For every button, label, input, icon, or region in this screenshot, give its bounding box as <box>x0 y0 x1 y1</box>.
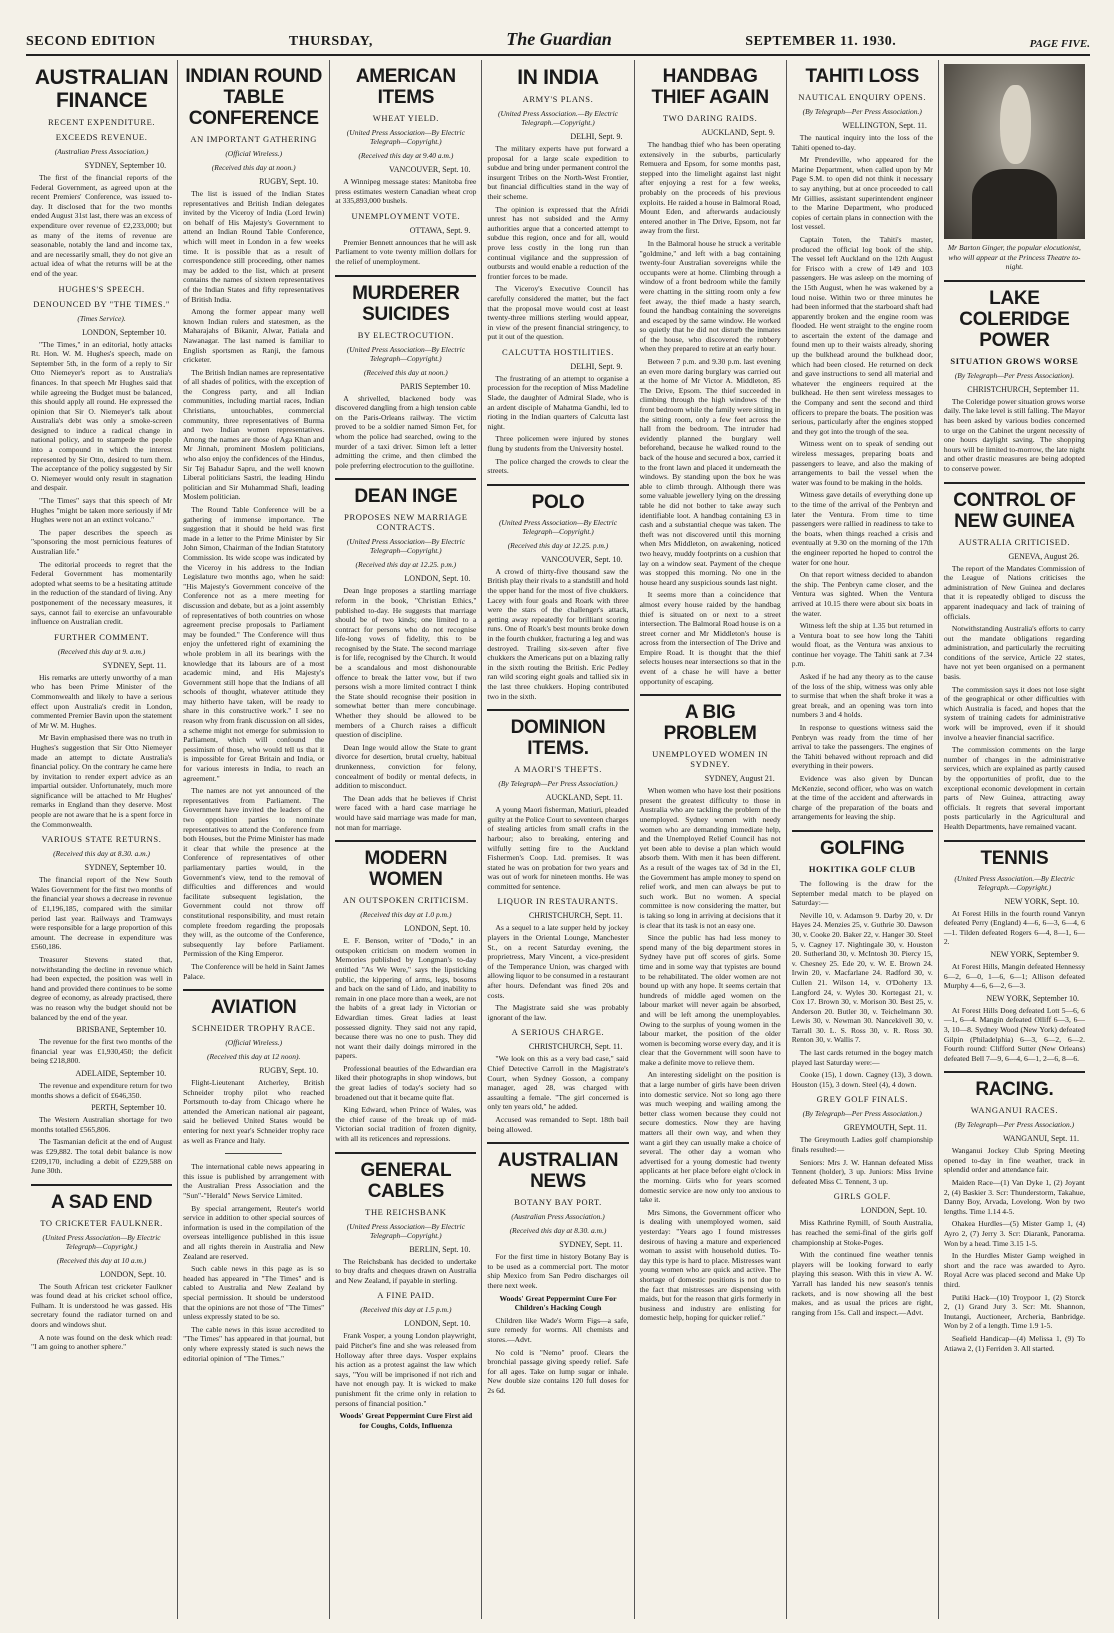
subhead: WHEAT YIELD. <box>372 113 439 123</box>
dateline: PERTH, September 10. <box>91 1103 167 1113</box>
paragraph: Three policemen were injured by stones flung by students from the University hostel. <box>487 434 629 454</box>
paragraph: The paper describes the speech as "sponsoring the most pernicious features of Australian life." <box>31 527 173 556</box>
headline: IN INDIA <box>517 66 599 89</box>
paragraph: Seniors: Mrs J. W. Hannan defeated Miss Tennent (holder), 3 up. Juniors: Miss Irvine defeated Miss C. Tennent, 3 up. <box>791 1157 933 1186</box>
dateline: SYDNEY, Sept. 11. <box>559 1240 623 1250</box>
columns <box>26 60 1090 1619</box>
section-rule <box>335 478 476 480</box>
paragraph: The Western Australian shortage for two months totalled £565,806. <box>31 1115 173 1134</box>
paragraph: Among the former appear many well known Indian rulers and statesmen, as the Maharajahs of Bikanir, Alwar, Patiala and Nawanagar. The last named is familiar to English sportsmen as Ranji, the famous cricketer. <box>183 307 325 365</box>
paragraph: It seems more than a coincidence that almost every house raided by the handbag thief is situated on or next to a street intersection. The Balmoral Road house is on a street corner and Mr Middleton's house is across from the intersection of The Drive and Empire Road. It is thought that the thief selects houses near intersections so that in the event of a chase he will have a better opportunity of escaping. <box>639 590 781 686</box>
credit: (By Telegraph—Per Press Association.) <box>498 779 618 789</box>
credit: (Received this day at 8.30. a.m.) <box>509 1226 607 1236</box>
dateline: AUCKLAND, Sept. 11. <box>545 793 623 803</box>
edition-label: SECOND EDITION <box>26 34 156 49</box>
paragraph: Witness gave details of everything done up to the time of the arrival of the Penbryn and later the Ventura. From time to time passengers were rallied in readiness to take to the boats, when things reached a crisis and eventually at 9.30 on the morning of the 17th the engineer reported he hoped to control the water for one hour. <box>791 490 933 567</box>
dateline: DELHI, Sept. 9. <box>570 132 623 141</box>
dateline: SYDNEY, September 10. <box>84 863 167 873</box>
credit: (Received this day at 9. a.m.) <box>57 646 146 656</box>
paragraph: Since the public has had less money to spend many of the big department stores in Sydney have put off scores of girls. Some time and in some way that typistes are bound to be rehabilitated. The older women are not bound up with any hope. It seems certain that hundreds of middle aged women on the labour market will never again be absorbed, and will be left among the unemployables. Owing to the surplus of young women in the labour market, the position of the older women is becoming worse every day, and it is clear that the Government will soon have to make a definite move to relieve them. <box>639 933 781 1067</box>
credit: (United Press Association—By Electric Telegraph—Copyright.) <box>346 128 465 146</box>
dateline: LONDON, Sept. 10. <box>100 1269 167 1279</box>
dateline: CHRISTCHURCH, Sept. 11. <box>528 911 623 921</box>
article-body <box>335 1257 476 1431</box>
paragraph: Seafield Handicap—(4) Melissa 1, (9) To Atiawa 2, (1) Ferriden 3. All started. <box>943 1333 1085 1353</box>
paragraph: Such cable news in this page as is so headed has appeared in "The Times" and is cabled to Australia and New Zealand by special permission. It should be understood that the opinions are not those of "The Times" unless expressly stated to be so. <box>183 1264 325 1322</box>
paragraph: Witness left the ship at 1.35 but returned in a Ventura boat to see how long the Tahiti would float, as the Ventura was anxious to continue her voyage. The Tahiti sank at 7.34 p.m. <box>791 621 933 669</box>
article-body <box>640 786 781 1323</box>
paragraph: The commission comments on the large number of changes in the administrative services, which are explained as partly caused by the opportunities of profit, due to the exceptional economic development in certain parts of New Guinea, attracting away officials. It regrets that several important posts particularly in the Agricultural and Health Departments, have remained vacant. <box>943 745 1085 831</box>
credit: (Received this day at 1.0 p.m.) <box>360 910 452 920</box>
subhead: A FINE PAID. <box>377 1290 435 1301</box>
credit: (Australian Press Association.) <box>511 1212 605 1222</box>
paragraph: Professional beauties of the Edwardian era liked their photographs in shop windows, but the great ladies of today's society had so broadened out that it became quite flat. <box>335 1063 477 1102</box>
headline: INDIAN ROUND TABLE CONFERENCE <box>185 66 323 129</box>
paragraph: Dean Inge proposes a startling marriage reform in the book, "Christian Ethics," published to-day. He suggests that marriage should be of two kinds; one limited to a contract for persons who do not recognise life-long vows of fidelity, this to be recognised by the State. The second marriage is for life, recognised by the Church. It would be a scandalous and most dishonourable offence to break the latter vow, but if two persons wish a more limited contract I think the State should recognise their position in somewhat better than mere concubinage. Whether they should be allowed to be members of a Church raises a difficult question of discipline. <box>335 586 477 740</box>
paragraph: His remarks are utterly unworthy of a man who has been Prime Minister of the Commonwealth and likely to have a serious effect upon Australia's credit in London, commented Premier Bavin upon the statement of Mr W. M. Hughes. <box>31 672 173 730</box>
paragraph: As a sequel to a late supper held by jockey players in the Oriental Lounge, Manchester St., on a recent Saturday evening, the proprietress, Mary Vincent, a vice-president of the Temperance Union, was charged with allowing liquor to be consumed in a restaurant after hours. Defendant was fined 20s and costs. <box>487 923 629 1000</box>
credit: (United Press Association—By Electric Telegraph—Copyright.) <box>346 537 465 556</box>
headline: TENNIS <box>980 847 1049 869</box>
paragraph: King Edward, when Prince of Wales, was the chief cause of the break up of mid-Victorian social tradition of frozen dignity, with all its reticences and repressions. <box>335 1105 477 1144</box>
paragraph: The military experts have put forward a proposal for a large scale expedition to subdue and bring under permanent control the insurgent Tribes on the North-West Frontier, but financial difficulties stand in the way of their scheme. <box>487 144 629 201</box>
subhead: AN OUTSPOKEN CRITICISM. <box>342 895 469 906</box>
paragraph: The revenue and expenditure return for two months shows a deficit of £646,350. <box>31 1080 173 1100</box>
paragraph: Witness went on to speak of sending out wireless messages, preparing boats and passengers to leave, and also the making of arrangements to bail the vessel when the water was found to be making in the holds. <box>791 439 933 487</box>
dateline: LONDON, Sept. 10. <box>404 574 471 584</box>
subhead: UNEMPLOYED WOMEN IN SYDNEY. <box>652 749 769 770</box>
paragraph: The Tasmanian deficit at the end of August was £29,882. The total debit balance is now £209,170, including a debit of £229,588 on June 30th. <box>31 1137 173 1176</box>
headline: DEAN INGE <box>354 486 458 508</box>
paragraph: No cold is "Nemo" proof. Clears the bronchial passage giving speedy relief. Safe for all ages. Take on lump sugar or inhale. New double size contains 120 full doses for 2s 6d. <box>487 1347 629 1395</box>
article-body <box>944 397 1085 474</box>
paragraph: With the continued fine weather tennis players will be looking forward to early playing this season. With this in view A. W. Yarrall has landed his new season's tennis rackets, and is now showing all the best makes, and as usual the prices are right, ranging from 15s. Call and inspect.—Advt. <box>791 1250 933 1317</box>
headline: TAHITI LOSS <box>805 66 920 87</box>
subhead: TWO DARING RAIDS. <box>662 113 758 123</box>
dateline: GREYMOUTH, Sept. 11. <box>843 1123 927 1133</box>
paragraph: The following is the draw for the September medal match to be played on Saturday:— <box>791 878 933 908</box>
credit: (Official Wireless.) <box>225 1038 283 1048</box>
headline: RACING. <box>975 1079 1054 1101</box>
portrait-photo <box>944 64 1085 239</box>
paragraph: The Magistrate said she was probably ignorant of the law. <box>487 1003 629 1022</box>
subhead: AN IMPORTANT GATHERING <box>190 134 318 144</box>
headline: AUSTRALIAN FINANCE <box>34 66 169 112</box>
subhead: EXCEEDS REVENUE. <box>55 132 148 142</box>
dateline: OTTAWA, Sept. 9. <box>409 225 471 235</box>
credit: (United Press Association—By Electric Telegraph—Copyright.) <box>346 1221 465 1240</box>
paragraph: The opinion is expressed that the Afridi unrest has not subsided and the Army authorities argue that a concerted attempt to subdue this region, once and for all, would prove less costly in the long run than continual vigilance and the suppression of outbursts and would enable a reduction of the frontier forces to be made. <box>487 204 629 281</box>
subhead: AUSTRALIA CRITICISED. <box>958 536 1071 547</box>
paragraph: In response to questions witness said the Penbryn was ready from the time of her arrival to take the passengers. The engines of the Tahiti behaved without reproach and did everything in their powers. <box>791 723 933 771</box>
dateline: SYDNEY, August 21. <box>704 774 775 784</box>
article-body <box>183 189 324 981</box>
portrait-face <box>1000 85 1031 164</box>
advertisement: Woods' Great Peppermint Cure First aid for Coughs, Colds, Influenza <box>339 1411 473 1430</box>
headline: CONTROL OF NEW GUINEA <box>953 489 1076 532</box>
paragraph: The Viceroy's Executive Council has carefully considered the matter, but the fact that the proposal move would cost at least twenty-three millions sterling would appear, in view of the present financial stringency, to put it out of the question. <box>487 284 629 342</box>
paragraph: In the Balmoral house he struck a veritable "goldmine," and left with a bag containing twenty-four Australian sovereigns while the occupants were at home. Climbing through a window of a front bedroom while the family were chatting in the sitting room only a few feet away, the thief made a hasty search, found the handbag containing the sovereigns and escaped by the same window. He worked so quietly that he did not disturb the inmates of the house, who discovered the robbery when they prepared to retire at an early hour. <box>639 238 781 354</box>
paragraph: The names are not yet announced of the representatives from Parliament. The Government have invited the leaders of the two opposition parties to nominate representatives to attend the Conference from both Houses, but the Prime Minister has made it clear that while the presence at the Conference of representatives of other parliamentary parties would, in the Government's view, tend to the removal of difficulties and differences and would facilitate subsequent legislation, the Government could not throw off constitutional responsibility, and must retain complete freedom regarding the proposals they will, as the outcome of the Conference, subsequently lay before Parliament. Permission of the King Emperor. <box>183 786 325 959</box>
section-rule <box>487 709 628 711</box>
paragraph: By special arrangement, Reuter's world service in addition to other special sources of information is used in the compilation of the overseas intelligence published in this issue and all rights therein in Australia and New Zealand are reserved. <box>183 1203 325 1261</box>
paragraph: A young Maori fisherman, Matiuri, pleaded guilty at the Police Court to seventeen charges of stealing articles from small crafts in the harbour; also to breaking, entering and wilfully setting fire to the Auckland Fishermen's Coop. Ltd. premises. It was stated he was on probation for two years and was out of work for nineteen months. He was committed for sentence. <box>487 805 629 891</box>
paragraph: The British Indian names are representative of all shades of politics, with the exception of the Congress party, and all Indian communities, including martial races, Indian Christians, untouchables, commercial community, three representatives of Burma and two Indian women representatives. Among the names are those of Aga Khan and Mr Jinnah, prominent Moslem politicians, who also enjoy the confidences of the Hindus, Sir Tej Bahadur Sapru, and the well known Liberal politicians Sastri, the leading Hindu politician and Sir Muhammad Shafi, leading Moslem politician. <box>183 367 325 502</box>
paragraph: Flight-Lieutenant Atcherley, British Schneider trophy pilot who reached Portsmouth to-day from Chicago where he attended the American national air pageant, said he believed United States would be entering for next year's Schneider trophy race as well as France and Italy. <box>183 1078 325 1145</box>
dateline: RUGBY, Sept. 10. <box>259 1066 319 1076</box>
dateline: LONDON, Sept. 10. <box>860 1206 927 1216</box>
dateline: VANCOUVER, Sept. 10. <box>389 165 471 174</box>
section-rule <box>31 1184 172 1186</box>
dateline: SYDNEY, Sept. 11. <box>102 660 167 670</box>
credit: (United Press Association—By Electric Telegraph—Copyright.) <box>42 1232 161 1251</box>
paragraph: E. F. Benson, writer of "Dodo," in an outspoken criticism on modern women in Memories published by Longman's to-day entitled "As We Were," says the lipsticking public, the kippering of arms, legs, bosoms and back on the sand of Lido, and inability to remain in one place more than a week, are not the habits of a great lady in Victorian or Edwardian times. Great ladies at least possessed dignity. They said not any rapid, because there was no one to push. They did not want their daily doings mirrored in the papers. <box>335 936 477 1061</box>
paragraph: An interesting sidelight on the position is that a large number of girls have been driven into domestic service. Not so long ago there was much weeping and wailing among the better class women because they could not secure domestics. Now they are having matters all their own way, and when they want a girl they can usually make a choice of several. The other day a woman who advertised for a young domestic had twenty applicants at her place before eight o'clock in the morning. Girls who for years scorned domestic service are now only too anxious to take it. <box>639 1070 781 1205</box>
section-rule <box>183 989 324 991</box>
paragraph: At Forest Hills Doeg defeated Lott 5—6, 6—1, 6—4. Mangin defeated Olliff 6—3, 6—3, 10—8. Sydney Wood (New York) defeated Gilpin (Philadelphia) 6—3, 6—2, 6—2. Fourth round: Clifford Sutter (New Orleans) defeated Bell 7—9, 6—4, 6—1, 2—6, 8—6. <box>943 1005 1085 1063</box>
paragraph: A Winnipeg message states: Manitoba free press estimates western Canadian wheat crop at 335,893,000 bushels. <box>335 177 477 206</box>
paragraph: The Round Table Conference will be a gathering of immense importance. The suggestion that it should be held was first made in a letter to the Prime Minister by Sir John Simon, Chairman of the Indian Statutory Commission. Its wide scope was indicated by the Viceroy in his address to the Indian Legislature two months ago, when he said: "His Majesty's Government conceive of the Conference not as a mere meeting for discussion and debate, but as a joint assembly of representatives of both countries on whose agreement precise proposals to Parliament may be founded." The Conference will thus enjoy the unfettered right of examining the whole problem in all its bearings with the knowledge that its labours are of a most academic mind, and His Majesty's Government still hope that the Indians of all schools of thought, whatever attitude they may hitherto have taken, will be ready to share in this constructive work." I see no reason why from frank discussion on all sides, a scheme might not emerge for submission to Parliament, which will confound the pessimism of those, who would tell us that it is impossible for Great Britain and India, or for various interests in India, to reach an agreement." <box>183 505 325 783</box>
paragraph: At Forest Hills in the fourth round Vanryn defeated Perry (England) 4—6, 6—3, 6—4, 6—1. Tilden defeated Rogers 6—4, 8—1, 6—2. <box>943 908 1085 947</box>
dateline: BERLIN, Sept. 10. <box>409 1244 471 1254</box>
subhead: FURTHER COMMENT. <box>54 631 150 642</box>
paragraph: Wanganui Jockey Club Spring Meeting opened to-day in fine weather, track in splendid order and attendance fair. <box>943 1146 1085 1175</box>
paragraph: The international cable news appearing in this issue is published by arrangement with the Australian Press Association and the "Sun"-"Herald" News Service Limited. <box>183 1162 325 1201</box>
article-body <box>487 567 628 701</box>
dateline: VANCOUVER, Sept. 10. <box>541 554 623 564</box>
column-7 <box>939 60 1090 1619</box>
headline: GENERAL CABLES <box>360 1159 452 1202</box>
dateline: ADELAIDE, September 10. <box>75 1068 167 1078</box>
article-body <box>31 1282 172 1352</box>
column-5 <box>635 60 787 1619</box>
headline: HANDBAG THIEF AGAIN <box>651 66 769 108</box>
paragraph: Notwithstanding Australia's efforts to carry out the mandate obligations regarding administration, and particularly the recruiting conditions of the service, Article 22 states, have not yet been organised on a permanent basis. <box>943 624 1085 682</box>
headline: AMERICAN ITEMS <box>355 66 456 108</box>
credit: (Received this day at 8.30. a.m.) <box>53 849 150 859</box>
credit: (Received this day at 1.5 p.m.) <box>360 1305 452 1315</box>
masthead-rule <box>26 54 1090 56</box>
credit: (Official Wireless.) <box>225 149 283 158</box>
photo-caption: Mr Barton Ginger, the popular elocutionist, who will appear at the Princess Theatre to-night. <box>947 243 1081 272</box>
credit: (United Press Association.—By Electric Telegraph.—Copyright.) <box>954 873 1075 892</box>
credit: (United Press Association—By Electric Telegraph—Copyright.) <box>346 344 465 363</box>
credit: (Times Service). <box>77 313 126 323</box>
credit: (Australian Press Association.) <box>54 147 149 156</box>
subhead: BY ELECTROCUTION. <box>357 329 454 340</box>
article-body <box>944 909 1085 1064</box>
paragraph: The South African test cricketer Faulkner was found dead at his cricket school office, Fulham. It is understood he was gassed. His secretary found the radiator turned on and doors and windows shut. <box>31 1281 173 1330</box>
column-1 <box>26 60 178 1619</box>
article-body <box>792 133 933 822</box>
credit: (Received this day at noon.) <box>211 163 296 172</box>
paragraph: The list is issued of the Indian States representatives and British Indian delegates invited by the Viceroy of India (Lord Irwin) on behalf of His Majesty's Government to attend an Indian Round Table Conference, which will meet in London in a few weeks time. It is possible that as a result of correspondence still proceeding, other names may be added to the list, which at present contains the names of sixteen representatives of the Indian States and fifty representatives of British India. <box>183 189 325 304</box>
paragraph: At Forest Hills, Mangin defeated Hennessy 6—2, 6—0, 1—6, 6—1; Allison defeated Murphy 4—6, 6—2, 6—3. <box>943 961 1085 991</box>
headline: AVIATION <box>210 997 297 1019</box>
column-3 <box>330 60 482 1619</box>
credit: (Received this day at noon.) <box>363 367 448 377</box>
article-body <box>640 140 781 686</box>
dateline: PARIS September 10. <box>400 381 471 391</box>
section-rule <box>487 484 628 486</box>
subhead: HOKITIKA GOLF CLUB <box>808 863 916 874</box>
paragraph: Neville 10, v. Adamson 9. Darby 20, v. Dr Hayes 24. Menzies 25, v. Guthrie 30. Dawson 30, v. Cooke 20. Baker 22, v. Hanger 30. Steel 5, v. Cagney 17. Nightingale 30, v. Houston 20. Sutherland 30, v. McIntosh 30. Piercy 15, v. Chesney 25. Ede 20, v. W. E. Brown 24. Irwin 20, v. Macfarlane 24. Radford 30, v. Cullen 21. Wilson 14, v. O'Doherty 13. Langford 24, v. Wyles 30. Kortegast 21, v. Cox 17. Brown 30, v. Morison 30. Best 25, v. Anderson 20. Butler 30, v. Teichelmann 30. Lewis 30, v. Newman 30. Nancekivell 30, v. Tarrall 30. L. S. Ross 30, v. R. Ross 30. Renton 30, v. Wallis 7. <box>791 910 933 1045</box>
credit: (By Telegraph—Per Press Association.) <box>802 1109 922 1119</box>
masthead <box>26 30 1090 50</box>
dateline: BRISBANE, September 10. <box>76 1025 167 1035</box>
paragraph: The revenue for the first two months of the financial year was £1,930,450; the deficit being £218,800. <box>31 1037 173 1066</box>
credit: (United Press Association—By Electric Telegraph—Copyright.) <box>498 517 618 536</box>
credit: (Received this day at 12 noon). <box>207 1052 301 1062</box>
headline: MODERN WOMEN <box>364 848 448 891</box>
paragraph: The first of the financial reports of the Federal Government, as agreed upon at the recent Premiers' Conference, was issued to-day. It disclosed that for the two months ended August 31st last, there was an excess of expenditure over revenue of £2,233,000; but as many of the items of revenue are seasonable, notably the land and income tax, and are necessarily small, they do not give an actual idea of what the returns will be at the end of the year. <box>31 173 173 278</box>
article-body <box>944 1146 1085 1353</box>
column-2 <box>178 60 330 1619</box>
dateline: CHRISTCHURCH, September 11. <box>967 384 1079 394</box>
subhead: GIRLS GOLF. <box>833 1191 891 1202</box>
subhead: WANGANUI RACES. <box>970 1105 1059 1116</box>
paragraph: Children like Wade's Worm Figs—a safe, sure remedy for worms. All chemists and stores.—Advt. <box>487 1315 629 1344</box>
paragraph: The editorial proceeds to regret that the Federal Government has momentarily adopted what seems to be a hesitating attitude in the reduction of the standard of living. Any postponement of the necessary measures, it says, cannot fail to exercise an unfavourable influence on Australian credit. <box>31 559 173 627</box>
paragraph: The report of the Mandates Commission of the League of Nations criticises the administration of New Guinea and declares that it is repeatedly obliged to discuss the apparent inadequacy and lack of training of officials. <box>943 563 1085 621</box>
dateline: AUCKLAND, Sept. 9. <box>701 128 775 137</box>
paragraph: The frustrating of an attempt to organise a procession for the reception of Miss Madeline Slade, the daughter of Admiral Slade, who is an ardent disciple of Mahatma Gandhi, led to rioting in the Indian quarters of Calcutta last night. <box>487 373 629 431</box>
paragraph: The Coleridge power situation grows worse daily. The lake level is still falling. The Mayor has been asked by various bodies concerned to urge on the Cabinet the urgent necessity of one hours daylight saving. The shopping hours will be limited to-morrow, the late night and other drastic measures are being adopted to conserve power. <box>943 396 1085 473</box>
headline: AUSTRALIAN NEWS <box>497 1150 619 1193</box>
paragraph: Mr Prendeville, who appeared for the Marine Department, when called upon by Mr Page S.M. to open did not think it necessary to say anything, but at once proceeded to call Mr Gillies, assistant superintendent engineer to the Marine Department, who produced copies of certain plans in connection with the lost vessel. <box>791 155 933 232</box>
dateline: CHRISTCHURCH, Sept. 11. <box>528 1042 623 1052</box>
subhead: ARMY'S PLANS. <box>522 94 594 104</box>
paragraph: Captain Toten, the Tahiti's master, produced the official log book of the ship. The vessel left Auckland on the 12th August for Frisco with a crew of 149 and 103 passengers. He was asleep on the morning of the 15th August, when he was wakened by a loud noise. Within two or three minutes he had been informed that the starboard shaft had apparently broken and the engine room was flooded. He went straight to the engine room to ascertain the extent of the damage and found men up to their waists already, shoring up the bulkhead around the bulkhead door, which had been closed. He returned on deck and gave instructions to send all material and whatever the engineers required at the bulkhead. He then sent wireless messages to the Company and sent the second and third officers to prepare the boats. The position was serious, particularly after the engines stopped and they got into the trough of the sea. <box>791 234 933 436</box>
paragraph: The handbag thief who has been operating extensively in the suburbs, particularly Remuera and Epsom, for some months past, stepped into the limelight against last night after enjoying a rest for a few weeks, probably on the proceeds of his previous exploits. He raided a house in Balmoral Road, Mount Eden, and afterwards audaciously entered another in The Drive, Epsom, not far away from the first. <box>639 140 781 236</box>
column-4 <box>482 60 634 1619</box>
dateline: RUGBY, Sept. 10. <box>259 177 319 186</box>
credit: (Received this day at 9.40 a.m.) <box>358 151 454 160</box>
advertisement: Woods' Great Peppermint Cure For Children's Hacking Cough <box>499 1293 617 1313</box>
subhead: PROPOSES NEW MARRIAGE CONTRACTS. <box>344 512 468 533</box>
section-rule <box>335 275 476 277</box>
section-rule <box>944 1071 1085 1073</box>
paragraph: Asked if he had any theory as to the cause of the loss of the ship, witness was only able to surmise that when the shaft broke it was a great break, and an opening was torn into numbers 3 and 4 holds. <box>791 672 933 720</box>
headline: LAKE COLERIDGE POWER <box>959 287 1070 351</box>
date-label: SEPTEMBER 11. 1930. <box>745 34 897 49</box>
subhead: A SERIOUS CHARGE. <box>511 1027 605 1038</box>
section-rule <box>944 840 1085 842</box>
paragraph: The police charged the crowds to clear the streets. <box>487 456 629 476</box>
section-rule <box>792 830 933 832</box>
paragraph: A crowd of thirty-five thousand saw the British play their rivals to a standstill and hold the upper hand for the most of five chukkers. Lacey with four goals and Roark with three were the stars of the challenger's attack, getting away repeatedly for brilliant scoring runs. One of Roark's best mounts broke down in the fourth chukker, fracturing a leg and was destroyed. Trailing six-seven after five chukkers the Americans put on a blazing rally in the sixth routing the British. Eric Pedley ran wild scoring eight goals and tallied six in the last three chukkers. Hoping contributed two in the sixth. <box>487 566 629 701</box>
dateline: NEW YORK, September 9. <box>990 949 1079 959</box>
subhead: UNEMPLOYMENT VOTE. <box>351 210 461 221</box>
subhead: GREY GOLF FINALS. <box>816 1094 908 1105</box>
subhead: DENOUNCED BY "THE TIMES." <box>33 298 170 309</box>
subhead: TO CRICKETER FAULKNER. <box>40 1217 163 1228</box>
dateline: NEW YORK, September 10. <box>986 993 1079 1003</box>
article-body <box>944 564 1085 832</box>
section-rule <box>335 840 476 842</box>
paragraph: The Greymouth Ladies golf championship finals resulted:— <box>791 1135 933 1155</box>
paragraph: "The Times" says that this speech of Mr Hughes "might be taken more seriously if Mr Hughes were not an an extinct volcano." <box>31 496 173 525</box>
subhead: SCHNEIDER TROPHY RACE. <box>191 1023 316 1034</box>
section-rule <box>944 280 1085 282</box>
article-body <box>335 586 476 832</box>
credit: (Received this day at 12.25. p.m.) <box>507 540 609 550</box>
subhead: THE REICHSBANK <box>365 1206 447 1217</box>
dateline: GENEVA, August 26. <box>1008 551 1079 561</box>
section-rule <box>487 1142 628 1144</box>
paragraph: "The Times," in an editorial, hotly attacks Rt. Hon. W. M. Hughes's speech, made on September 5th, in the form of a reply to Sir Otto Niemeyer's report as to Australia's finances. In that speech Mr Hughes said that while agreeing the Budget must be balanced, this should apply all round. He expressed the opinion that Sir O. Niemeyer's talk about Australia's debt was only a smoke-screen designed to induce a radical change in national policy, and to stampede the people into a compound in which the interest represented by Sir Otto, desired to turn them. The acceptance of the policy suggested by Sir O. Niemeyer would only result in stagnation and despair. <box>31 339 173 493</box>
paragraph: The cable news in this issue accredited to "The Times" has appeared in that journal, but only where expressly stated is such news the editorial opinion of "The Times." <box>183 1324 325 1363</box>
paragraph: "We look on this as a very bad case," said Chief Detective Carroll in the Magistrate's Court, when Sydney Gosson, a company manager, aged 28, was charged with assaulting a female. "The girl concerned is only ten years old," he added. <box>487 1054 629 1112</box>
dateline: WANGANUI, Sept. 11. <box>1003 1134 1079 1144</box>
separator <box>225 1153 281 1154</box>
credit: (Received this day at 10 a.m.) <box>56 1255 147 1265</box>
paragraph: Frank Vosper, a young London playwright, paid Pitcher's fine and she was released from Holloway after three days. Vosper explains his action as a protest against the law which says, "You will be imprisoned if not rich and have not enough pay. It is wicked to make punishment fit the crime only in relation to persons of financial position." <box>335 1331 477 1408</box>
dateline: WELLINGTON, Sept. 11. <box>842 121 927 130</box>
subhead: HUGHES'S SPEECH. <box>58 283 145 294</box>
article-body <box>792 879 933 1317</box>
article-body <box>183 1078 324 1363</box>
paragraph: The Conference will be held in Saint James Palace. <box>183 961 325 981</box>
headline: MURDERER SUICIDES <box>352 282 460 325</box>
paragraph: Dean Inge would allow the State to grant divorce for desertion, brutal cruelty, habitual drunkenness, conviction for felony, concealment of bodily or mental defects, in addition to misconduct. <box>335 742 477 791</box>
paragraph: The Reichsbank has decided to undertake to buy drafts and cheques drawn on Australia and New Zealand, if payable in sterling. <box>335 1256 477 1285</box>
dateline: LONDON, September 10. <box>82 327 167 337</box>
article-body <box>335 394 476 471</box>
paragraph: Miss Kathrine Rymill, of South Australia, has reached the semi-final of the girls golf championship at Stoke-Poges. <box>791 1218 933 1247</box>
paragraph: Treasurer Stevens stated that, notwithstanding the decline in revenue which had been expected, the position was well in hand and provided there continues to be some degree of economy, as already practised, there was no reason why the budget should not be balanced by the end of the year. <box>31 955 173 1022</box>
paragraph: A note was found on the desk which read: "I am going to another sphere." <box>31 1332 173 1352</box>
paragraph: Maiden Race—(1) Van Dyke 1, (2) Joyant 2, (4) Baskier 3. Scr: Thunderstorm, Takahue, Danny Boy, Arvada, Lovelong. Won by two lengths. Time 1.14 4-5. <box>943 1178 1085 1216</box>
paragraph: Putiki Hack—(10) Troypoor 1, (2) Storck 2, (1) Grand Jury 3. Scr: Mt. Shannon, Inutangi, Auctioneer, Archeria, Banbridge. Won by 2 of a length. Time 1.9 1-5. <box>943 1292 1085 1331</box>
article-body <box>335 936 476 1143</box>
headline: A BIG PROBLEM <box>663 702 757 745</box>
dateline: LONDON, Sept. 10. <box>404 1319 471 1329</box>
column-6 <box>787 60 939 1619</box>
credit: (Received this day at 12.25. p.m.) <box>355 560 457 570</box>
subhead: A MAORI'S THEFTS. <box>514 764 602 775</box>
section-rule <box>944 482 1085 484</box>
headline: DOMINION ITEMS. <box>510 717 606 760</box>
dateline: SYDNEY, September 10. <box>84 161 167 170</box>
paragraph: Cooke (15), 1 down. Cagney (13), 3 down. Houston (15), 3 down. Steel (4), 4 down. <box>791 1070 933 1089</box>
paragraph: Ohakea Hurdles—(5) Mister Gamp 1, (4) Ayro 2, (7) Jerry 3. Scr: Diarank, Panorama. Won by a head. Time 3.15 1-5. <box>943 1219 1085 1248</box>
article-body <box>335 177 476 267</box>
credit: (By Telegraph—Per Press Association.) <box>802 107 922 116</box>
subhead: NAUTICAL ENQUIRY OPENS. <box>798 92 927 102</box>
paragraph: The last cards returned in the bogey match played last Saturday were:— <box>791 1048 933 1067</box>
paragraph: In the Hurdles Mister Gamp weighed in short and the race was awarded to Ayro. Royal Acre was placed second and Make Up third. <box>943 1251 1085 1289</box>
headline: A SAD END <box>51 1191 153 1213</box>
dateline: DELHI, Sept. 9. <box>570 361 623 371</box>
paragraph: On that report witness decided to abandon the ship. The Penbryn came closer, and the Ventura was sighted. When the Ventura arrived at 10.15 there were about six boats in the water. <box>791 570 933 618</box>
dateline: LONDON, Sept. 10. <box>404 924 471 934</box>
subhead: BOTANY BAY PORT. <box>514 1197 602 1208</box>
paragraph: Accused was remanded to Sept. 18th bail being allowed. <box>487 1114 629 1134</box>
page-number: PAGE FIVE. <box>1029 38 1090 50</box>
section-rule <box>335 1152 476 1154</box>
paragraph: When women who have lost their positions present the greatest difficulty to those in Australia who are tackling the problem of the unemployed. Sydney women with needy women who are demanding immediate help, and the Unemployed Relief Council has not yet been able to devise a plan which would absorb them. With men it has been different. As a result of the wages tax of 3d in the £1, the Government has ample money to spend on relief work, and men can always be put to such work. But no women. A special committee is now considering the matter, but is taking so long in arriving at decisions that it is clear that its task is not an easy one. <box>639 786 781 930</box>
paragraph: Premier Bennett announces that he will ask Parliament to vote twenty million dollars for the relief of unemployment. <box>335 237 477 266</box>
paragraph: Mr Bavin emphasised there was no truth in Hughes's suggestion that Sir Otto Niemeyer made an attempt to dictate Australia's financial policy. On the contrary he came here by invitation to render expert advice as an impartial outsider. Unfortunately, much more significance will be attached to Mr Hughes' remarks in England than they deserve. Most people are not aware that he is a spent force in the Commonwealth. <box>31 733 173 829</box>
portrait-coat <box>972 169 1057 239</box>
paragraph: Mrs Simons, the Government officer who is dealing with unemployed women, said yesterday: "Years ago I found mistresses desirous of having a mature and experienced woman to assist with household duties. To-day this type is hard to place. Mistresses want young women who are quick and active. The shortage of domestic positions is not due to the fact that mistresses are dispensing with maids, but for the reason that girls formerly in business and industry are enlisting for domestic help, hoping for quicker relief." <box>639 1207 781 1323</box>
day-label: THURSDAY, <box>288 34 373 49</box>
article-body <box>487 1252 628 1395</box>
paragraph: A shrivelled, blackened body was discovered dangling from a high tension cable on the Paris-Orleans railway. The victim proved to be a soldier named Simon Fet, for whom the police had searched, owing to the murder of a taxi driver. Simon left a letter admitting the crime, and then climbed the pole preferring electrocution to the guillotine. <box>335 393 477 470</box>
paragraph: For the first time in history Botany Bay is to be used as a commercial port. The motor ship Mexico from San Pedro discharges oil there next week. <box>487 1252 629 1290</box>
subhead: VARIOUS STATE RETURNS. <box>41 834 162 845</box>
subhead: CALCUTTA HOSTILITIES. <box>501 346 614 357</box>
article-body <box>487 805 628 1134</box>
paragraph: The financial report of the New South Wales Government for the first two months of the financial year shows a decrease in revenue of £1,196,185, compared with the similar period last year. Railways and Tramways were responsible for a large proportion of this amount. The decrease in expenditure was £560,186. <box>31 875 173 952</box>
subhead: RECENT EXPENDITURE. <box>48 117 156 127</box>
paragraph: The commission says it does not lose sight of the geographical or other difficulties with which Australia is faced, and hopes that the system of training cadets for administrative work will be improved, even if it should involve a heavier financial sacrifice. <box>943 684 1085 742</box>
headline: POLO <box>531 491 585 513</box>
subhead: SITUATION GROWS WORSE <box>950 355 1079 366</box>
credit: (By Telegraph—Per Press Association). <box>954 370 1075 380</box>
article-body <box>487 144 628 476</box>
credit: (United Press Association.—By Electric Telegraph.—Copyright.) <box>498 109 618 127</box>
paragraph: The nautical inquiry into the loss of the Tahiti opened to-day. <box>791 133 933 152</box>
paragraph: The Dean adds that he believes if Christ were faced with a hard case marriage he would have said marriage was made for man, not man for marriage. <box>335 793 477 832</box>
paper-title: The Guardian <box>506 29 612 49</box>
paragraph: Between 7 p.m. and 9.30 p.m. last evening an even more daring burglary was carried out at the home of Mr Victor A. Middleton, 85 The Drive, Epsom. The thief succeeded in climbing through the high windows of the front bedroom while the family were sitting in the sitting room, only a few feet across the hall from the bedroom. The intruder had evidently planned the burglary well beforehand, because he walked round to the back of the house and secured a box, carried it to the front lawn and placed it underneath the windows. By standing upon the box he was able to climb through. Although there was some valuable jewellery lying on the dressing table he did not bother to take away such identifiable loot. A handbag containing £3 in cash and a substantial cheque was taken. The theft was not discovered until this morning when Mrs Middleton, on awakening, noticed two heavy, muddy footprints on a cushion that lay on a window seat. Payment of the cheque was stopped this morning. No one in the house heard any suspicious sounds last night. <box>639 357 781 587</box>
dateline: NEW YORK, Sept. 10. <box>1004 896 1079 906</box>
credit: (By Telegraph—Per Press Association.) <box>954 1120 1075 1130</box>
headline: GOLFING <box>820 837 905 859</box>
subhead: LIQUOR IN RESTAURANTS. <box>497 896 619 907</box>
paragraph: Evidence was also given by Duncan McKenzie, second officer, who was on watch at the time of the accident and afterwards in charge of the preparation of the boats and arrangements for leaving the ship. <box>791 774 933 822</box>
section-rule <box>640 694 781 696</box>
article-body <box>31 173 172 1176</box>
